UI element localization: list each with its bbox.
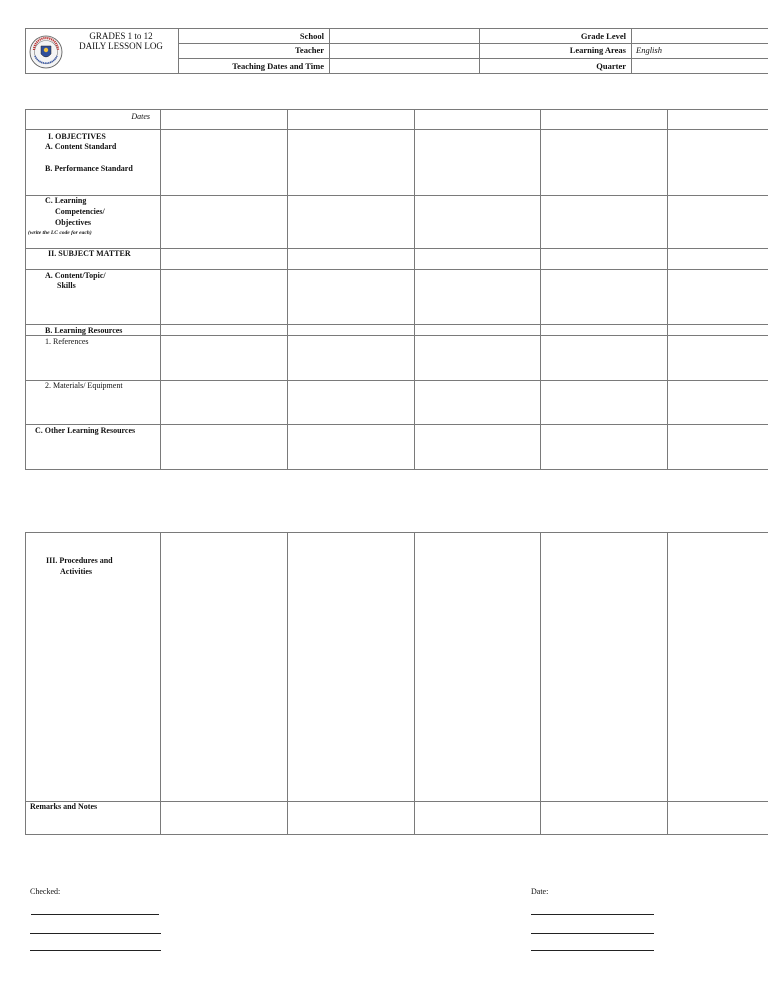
materials-label: 2. Materials/ Equipment (45, 381, 123, 390)
procedures-label-1: III. Procedures and (46, 556, 113, 565)
school-label: School (299, 31, 324, 41)
learning-competencies-label-1: C. Learning (45, 196, 87, 205)
content-topic-label-2: Skills (57, 281, 76, 290)
quarter-label: Quarter (596, 61, 626, 71)
date-label: Date: (531, 887, 549, 896)
content-topic-label-1: A. Content/Topic/ (45, 271, 106, 280)
teacher-label: Teacher (295, 45, 324, 55)
learning-areas-label: Learning Areas (569, 45, 626, 55)
signature-line-1[interactable] (31, 914, 159, 915)
date-line-2[interactable] (531, 933, 654, 934)
performance-standard-label: B. Performance Standard (45, 164, 133, 173)
procedures-table (25, 532, 768, 835)
date-line-3[interactable] (531, 950, 654, 951)
dates-label: Dates (131, 112, 150, 121)
title-line-1: GRADES 1 to 12 (89, 31, 153, 41)
learning-areas-field[interactable]: English (636, 45, 662, 55)
objectives-heading: I. OBJECTIVES (48, 132, 106, 141)
deped-seal-icon (29, 35, 63, 69)
other-resources-label: C. Other Learning Resources (35, 426, 136, 435)
lc-code-note: (write the LC code for each) (28, 230, 92, 236)
learning-resources-label: B. Learning Resources (45, 326, 123, 335)
learning-competencies-label-3: Objectives (55, 218, 91, 227)
date-line-1[interactable] (531, 914, 654, 915)
title-line-2: DAILY LESSON LOG (79, 41, 163, 51)
references-label: 1. References (45, 337, 89, 346)
checked-label: Checked: (30, 887, 61, 896)
procedures-label-2: Activities (60, 567, 92, 576)
subject-matter-heading: II. SUBJECT MATTER (48, 249, 131, 258)
objectives-table (25, 109, 768, 470)
teaching-dates-label: Teaching Dates and Time (232, 61, 324, 71)
document-title (66, 31, 176, 51)
header-table (25, 28, 768, 74)
content-standard-label: A. Content Standard (45, 142, 117, 151)
remarks-label: Remarks and Notes (30, 802, 98, 811)
signature-line-3[interactable] (30, 950, 161, 951)
signature-line-2[interactable] (30, 933, 161, 934)
learning-competencies-label-2: Competencies/ (55, 207, 105, 216)
grade-level-label: Grade Level (580, 31, 626, 41)
